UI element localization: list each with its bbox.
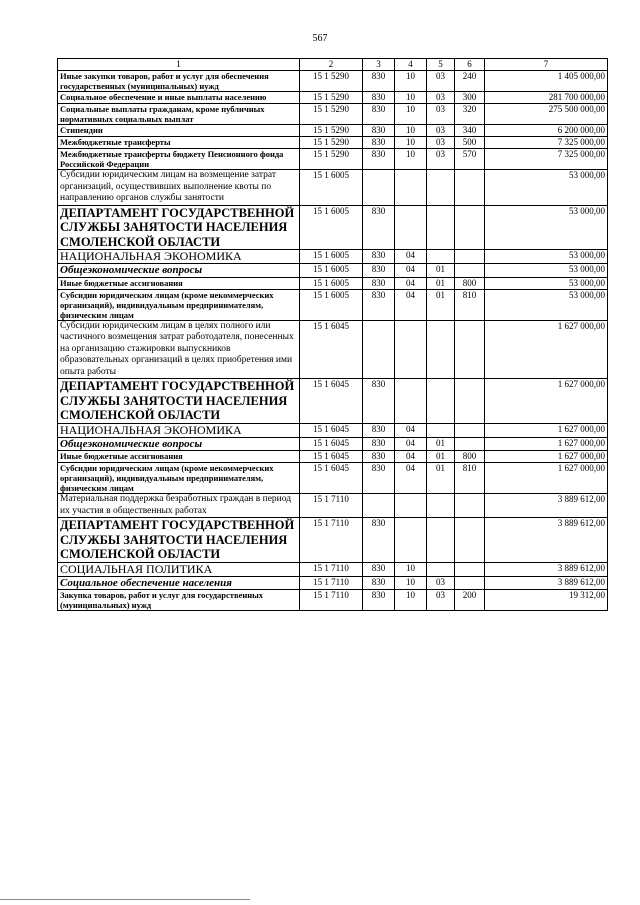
table-row (58, 137, 608, 149)
ministry-code-cell: 830 (363, 71, 395, 92)
target-article-code-cell: 15 1 7110 (300, 518, 363, 563)
target-article-code-cell: 15 1 6005 (300, 205, 363, 250)
table-row (58, 590, 608, 611)
section-code-cell: 04 (395, 437, 427, 451)
budget-table (57, 58, 608, 611)
expense-type-code-cell: 570 (455, 149, 485, 170)
subsection-code-cell (427, 379, 455, 424)
section-code-cell (395, 170, 427, 206)
section-code-cell: 04 (395, 289, 427, 320)
page-number: 567 (312, 33, 328, 44)
ministry-code-cell (363, 320, 395, 379)
expense-type-code-cell: 810 (455, 289, 485, 320)
ministry-code-cell: 830 (363, 576, 395, 590)
section-code-cell (395, 518, 427, 563)
section-code-cell: 04 (395, 264, 427, 278)
row-name-cell: ДЕПАРТАМЕНТ ГОСУДАРСТВЕННОЙ СЛУЖБЫ ЗАНЯТОСТИ НАСЕЛЕНИЯ СМОЛЕНСКОЙ ОБЛАСТИ (58, 518, 300, 563)
row-name-cell: ДЕПАРТАМЕНТ ГОСУДАРСТВЕННОЙ СЛУЖБЫ ЗАНЯТОСТИ НАСЕЛЕНИЯ СМОЛЕНСКОЙ ОБЛАСТИ (58, 205, 300, 250)
ministry-code-cell: 830 (363, 463, 395, 494)
amount-cell: 1 627 000,00 (485, 379, 608, 424)
subsection-code-cell: 03 (427, 104, 455, 125)
subsection-code-cell (427, 423, 455, 437)
section-code-cell: 10 (395, 104, 427, 125)
ministry-code-cell: 830 (363, 437, 395, 451)
row-name-cell: Социальные выплаты гражданам, кроме публичных нормативных социальных выплат (58, 104, 300, 125)
amount-cell: 53 000,00 (485, 264, 608, 278)
subsection-code-cell: 03 (427, 137, 455, 149)
row-name-cell: Иные бюджетные ассигнования (58, 277, 300, 289)
amount-cell: 3 889 612,00 (485, 562, 608, 576)
section-code-cell: 04 (395, 463, 427, 494)
subsection-code-cell: 03 (427, 92, 455, 104)
table-row (58, 518, 608, 563)
ministry-code-cell: 830 (363, 250, 395, 264)
column-header: 1 (58, 59, 300, 71)
ministry-code-cell (363, 494, 395, 518)
ministry-code-cell: 830 (363, 137, 395, 149)
target-article-code-cell: 15 1 5290 (300, 104, 363, 125)
subsection-code-cell: 03 (427, 125, 455, 137)
table-row (58, 437, 608, 451)
row-name-cell: Субсидии юридическим лицам на возмещение затрат организаций, осуществивших выполнение квоты по направлению органов службы занятости (58, 170, 300, 206)
section-code-cell: 10 (395, 125, 427, 137)
subsection-code-cell: 03 (427, 576, 455, 590)
table-row (58, 379, 608, 424)
table-row (58, 205, 608, 250)
row-name-cell: Социальное обеспечение и иные выплаты населению (58, 92, 300, 104)
row-name-cell: Межбюджетные трансферты бюджету Пенсионного фонда Российской Федерации (58, 149, 300, 170)
target-article-code-cell: 15 1 5290 (300, 137, 363, 149)
target-article-code-cell: 15 1 6045 (300, 379, 363, 424)
row-name-cell: Материальная поддержка безработных граждан в период их участия в общественных работах (58, 494, 300, 518)
column-header: 5 (427, 59, 455, 71)
target-article-code-cell: 15 1 5290 (300, 92, 363, 104)
row-name-cell: Стипендии (58, 125, 300, 137)
subsection-code-cell: 01 (427, 264, 455, 278)
expense-type-code-cell: 300 (455, 92, 485, 104)
section-code-cell: 10 (395, 92, 427, 104)
ministry-code-cell: 830 (363, 264, 395, 278)
section-code-cell: 10 (395, 71, 427, 92)
table-row (58, 562, 608, 576)
amount-cell: 281 700 000,00 (485, 92, 608, 104)
table-row (58, 125, 608, 137)
subsection-code-cell (427, 562, 455, 576)
section-code-cell: 04 (395, 277, 427, 289)
section-code-cell (395, 494, 427, 518)
ministry-code-cell: 830 (363, 277, 395, 289)
target-article-code-cell: 15 1 6045 (300, 463, 363, 494)
target-article-code-cell: 15 1 7110 (300, 562, 363, 576)
amount-cell: 19 312,00 (485, 590, 608, 611)
section-code-cell: 10 (395, 137, 427, 149)
amount-cell: 53 000,00 (485, 170, 608, 206)
table-row (58, 170, 608, 206)
ministry-code-cell: 830 (363, 205, 395, 250)
ministry-code-cell: 830 (363, 423, 395, 437)
column-header: 3 (363, 59, 395, 71)
table-row (58, 250, 608, 264)
row-name-cell: Субсидии юридическим лицам в целях полного или частичного возмещения затрат работодателя, понесенных на организацию стажировки выпускников образовательных организаций в целях приобретения ими опыта работы (58, 320, 300, 379)
subsection-code-cell: 03 (427, 71, 455, 92)
expense-type-code-cell: 200 (455, 590, 485, 611)
header-row (58, 59, 608, 71)
ministry-code-cell: 830 (363, 562, 395, 576)
amount-cell: 1 627 000,00 (485, 451, 608, 463)
column-header: 7 (485, 59, 608, 71)
ministry-code-cell: 830 (363, 289, 395, 320)
amount-cell: 3 889 612,00 (485, 518, 608, 563)
table-row (58, 92, 608, 104)
target-article-code-cell: 15 1 6005 (300, 170, 363, 206)
section-code-cell: 10 (395, 590, 427, 611)
target-article-code-cell: 15 1 5290 (300, 71, 363, 92)
row-name-cell: Социальное обеспечение населения (58, 576, 300, 590)
target-article-code-cell: 15 1 6005 (300, 250, 363, 264)
row-name-cell: Межбюджетные трансферты (58, 137, 300, 149)
row-name-cell: Иные закупки товаров, работ и услуг для обеспечения государственных (муниципальных) нужд (58, 71, 300, 92)
expense-type-code-cell (455, 250, 485, 264)
expense-type-code-cell: 500 (455, 137, 485, 149)
target-article-code-cell: 15 1 6045 (300, 437, 363, 451)
subsection-code-cell: 01 (427, 277, 455, 289)
table-row (58, 264, 608, 278)
table-row (58, 149, 608, 170)
row-name-cell: Общеэкономические вопросы (58, 437, 300, 451)
ministry-code-cell: 830 (363, 590, 395, 611)
expense-type-code-cell: 800 (455, 277, 485, 289)
section-code-cell: 04 (395, 250, 427, 264)
expense-type-code-cell (455, 437, 485, 451)
expense-type-code-cell (455, 320, 485, 379)
table-row (58, 71, 608, 92)
amount-cell: 53 000,00 (485, 277, 608, 289)
expense-type-code-cell (455, 494, 485, 518)
target-article-code-cell: 15 1 6005 (300, 289, 363, 320)
ministry-code-cell: 830 (363, 518, 395, 563)
section-code-cell: 10 (395, 562, 427, 576)
expense-type-code-cell: 240 (455, 71, 485, 92)
section-code-cell (395, 379, 427, 424)
amount-cell: 3 889 612,00 (485, 576, 608, 590)
section-code-cell: 04 (395, 451, 427, 463)
ministry-code-cell: 830 (363, 125, 395, 137)
subsection-code-cell (427, 320, 455, 379)
expense-type-code-cell (455, 562, 485, 576)
subsection-code-cell (427, 518, 455, 563)
section-code-cell: 10 (395, 149, 427, 170)
subsection-code-cell (427, 494, 455, 518)
subsection-code-cell: 01 (427, 289, 455, 320)
target-article-code-cell: 15 1 6005 (300, 264, 363, 278)
row-name-cell: ДЕПАРТАМЕНТ ГОСУДАРСТВЕННОЙ СЛУЖБЫ ЗАНЯТОСТИ НАСЕЛЕНИЯ СМОЛЕНСКОЙ ОБЛАСТИ (58, 379, 300, 424)
table-row (58, 451, 608, 463)
subsection-code-cell (427, 205, 455, 250)
section-code-cell: 10 (395, 576, 427, 590)
section-code-cell (395, 205, 427, 250)
ministry-code-cell: 830 (363, 92, 395, 104)
row-name-cell: Закупка товаров, работ и услуг для государственных (муниципальных) нужд (58, 590, 300, 611)
target-article-code-cell: 15 1 5290 (300, 125, 363, 137)
ministry-code-cell: 830 (363, 451, 395, 463)
target-article-code-cell: 15 1 6045 (300, 451, 363, 463)
subsection-code-cell: 01 (427, 451, 455, 463)
target-article-code-cell: 15 1 6045 (300, 320, 363, 379)
target-article-code-cell: 15 1 6045 (300, 423, 363, 437)
column-header: 4 (395, 59, 427, 71)
row-name-cell: СОЦИАЛЬНАЯ ПОЛИТИКА (58, 562, 300, 576)
amount-cell: 275 500 000,00 (485, 104, 608, 125)
table-row (58, 423, 608, 437)
column-header: 6 (455, 59, 485, 71)
amount-cell: 53 000,00 (485, 205, 608, 250)
target-article-code-cell: 15 1 7110 (300, 494, 363, 518)
subsection-code-cell (427, 170, 455, 206)
expense-type-code-cell: 340 (455, 125, 485, 137)
bottom-rule (0, 899, 250, 900)
ministry-code-cell: 830 (363, 149, 395, 170)
section-code-cell: 04 (395, 423, 427, 437)
expense-type-code-cell (455, 576, 485, 590)
expense-type-code-cell: 320 (455, 104, 485, 125)
expense-type-code-cell (455, 518, 485, 563)
amount-cell: 1 627 000,00 (485, 437, 608, 451)
table-row (58, 463, 608, 494)
column-header: 2 (300, 59, 363, 71)
table-row (58, 576, 608, 590)
ministry-code-cell (363, 170, 395, 206)
amount-cell: 7 325 000,00 (485, 149, 608, 170)
subsection-code-cell: 01 (427, 463, 455, 494)
row-name-cell: Общеэкономические вопросы (58, 264, 300, 278)
expense-type-code-cell (455, 264, 485, 278)
amount-cell: 53 000,00 (485, 250, 608, 264)
amount-cell: 1 627 000,00 (485, 320, 608, 379)
table-row (58, 494, 608, 518)
target-article-code-cell: 15 1 6005 (300, 277, 363, 289)
table-row (58, 289, 608, 320)
row-name-cell: НАЦИОНАЛЬНАЯ ЭКОНОМИКА (58, 250, 300, 264)
expense-type-code-cell (455, 379, 485, 424)
amount-cell: 53 000,00 (485, 289, 608, 320)
subsection-code-cell: 03 (427, 590, 455, 611)
amount-cell: 6 200 000,00 (485, 125, 608, 137)
ministry-code-cell: 830 (363, 379, 395, 424)
expense-type-code-cell: 800 (455, 451, 485, 463)
target-article-code-cell: 15 1 7110 (300, 576, 363, 590)
table-row (58, 104, 608, 125)
expense-type-code-cell (455, 170, 485, 206)
row-name-cell: Иные бюджетные ассигнования (58, 451, 300, 463)
subsection-code-cell: 01 (427, 437, 455, 451)
target-article-code-cell: 15 1 5290 (300, 149, 363, 170)
row-name-cell: Субсидии юридическим лицам (кроме некоммерческих организаций), индивидуальным предпринимателям, физическим лицам (58, 463, 300, 494)
subsection-code-cell: 03 (427, 149, 455, 170)
expense-type-code-cell (455, 423, 485, 437)
table-row (58, 277, 608, 289)
expense-type-code-cell: 810 (455, 463, 485, 494)
ministry-code-cell: 830 (363, 104, 395, 125)
amount-cell: 7 325 000,00 (485, 137, 608, 149)
table-body (58, 71, 608, 611)
table-row (58, 320, 608, 379)
subsection-code-cell (427, 250, 455, 264)
amount-cell: 3 889 612,00 (485, 494, 608, 518)
section-code-cell (395, 320, 427, 379)
amount-cell: 1 627 000,00 (485, 463, 608, 494)
expense-type-code-cell (455, 205, 485, 250)
amount-cell: 1 627 000,00 (485, 423, 608, 437)
row-name-cell: НАЦИОНАЛЬНАЯ ЭКОНОМИКА (58, 423, 300, 437)
target-article-code-cell: 15 1 7110 (300, 590, 363, 611)
row-name-cell: Субсидии юридическим лицам (кроме некоммерческих организаций), индивидуальным предпринимателям, физическим лицам (58, 289, 300, 320)
amount-cell: 1 405 000,00 (485, 71, 608, 92)
